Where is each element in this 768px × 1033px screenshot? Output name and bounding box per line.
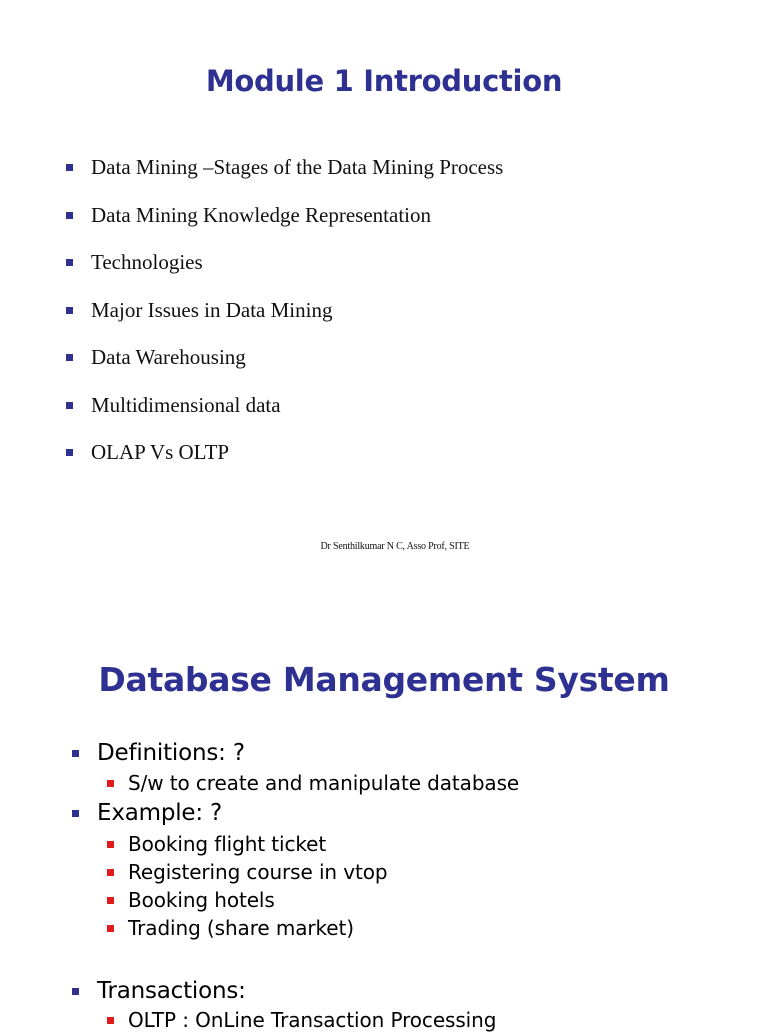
square-bullet-icon	[66, 449, 73, 456]
square-bullet-icon	[66, 354, 73, 361]
square-bullet-icon	[66, 307, 73, 314]
square-bullet-icon	[66, 212, 73, 219]
square-bullet-icon	[66, 402, 73, 409]
square-bullet-icon	[107, 869, 114, 876]
square-bullet-icon	[107, 897, 114, 904]
slide-footer: Dr Senthilkumar N C, Asso Prof, SITE	[320, 541, 470, 552]
square-bullet-icon	[66, 164, 73, 171]
square-bullet-icon	[107, 925, 114, 932]
slide-database-management-system: Database Management System Definitions: ? S/w to create and manipulate database Example: ? Booking flight ticket Registering course in vtop Booking hotels Trading (share market) Transactions: OLTP : OnLine Transaction Processing	[0, 580, 768, 1024]
square-bullet-icon	[107, 780, 114, 787]
slide-title: Database Management System	[98, 660, 670, 699]
square-bullet-icon	[72, 988, 79, 995]
square-bullet-icon	[66, 259, 73, 266]
square-bullet-icon	[107, 1017, 114, 1024]
square-bullet-icon	[107, 841, 114, 848]
square-bullet-icon	[72, 810, 79, 817]
slide-module-introduction: Module 1 Introduction Data Mining –Stages of the Data Mining Process Data Mining Knowledge Representation Technologies Major Issues in Data Mining Data Warehousing Multidimensional data OLAP Vs OLTP Dr Senthilkumar N C, Asso Prof, SITE	[0, 0, 768, 580]
square-bullet-icon	[72, 750, 79, 757]
slide-title: Module 1 Introduction	[205, 64, 563, 98]
